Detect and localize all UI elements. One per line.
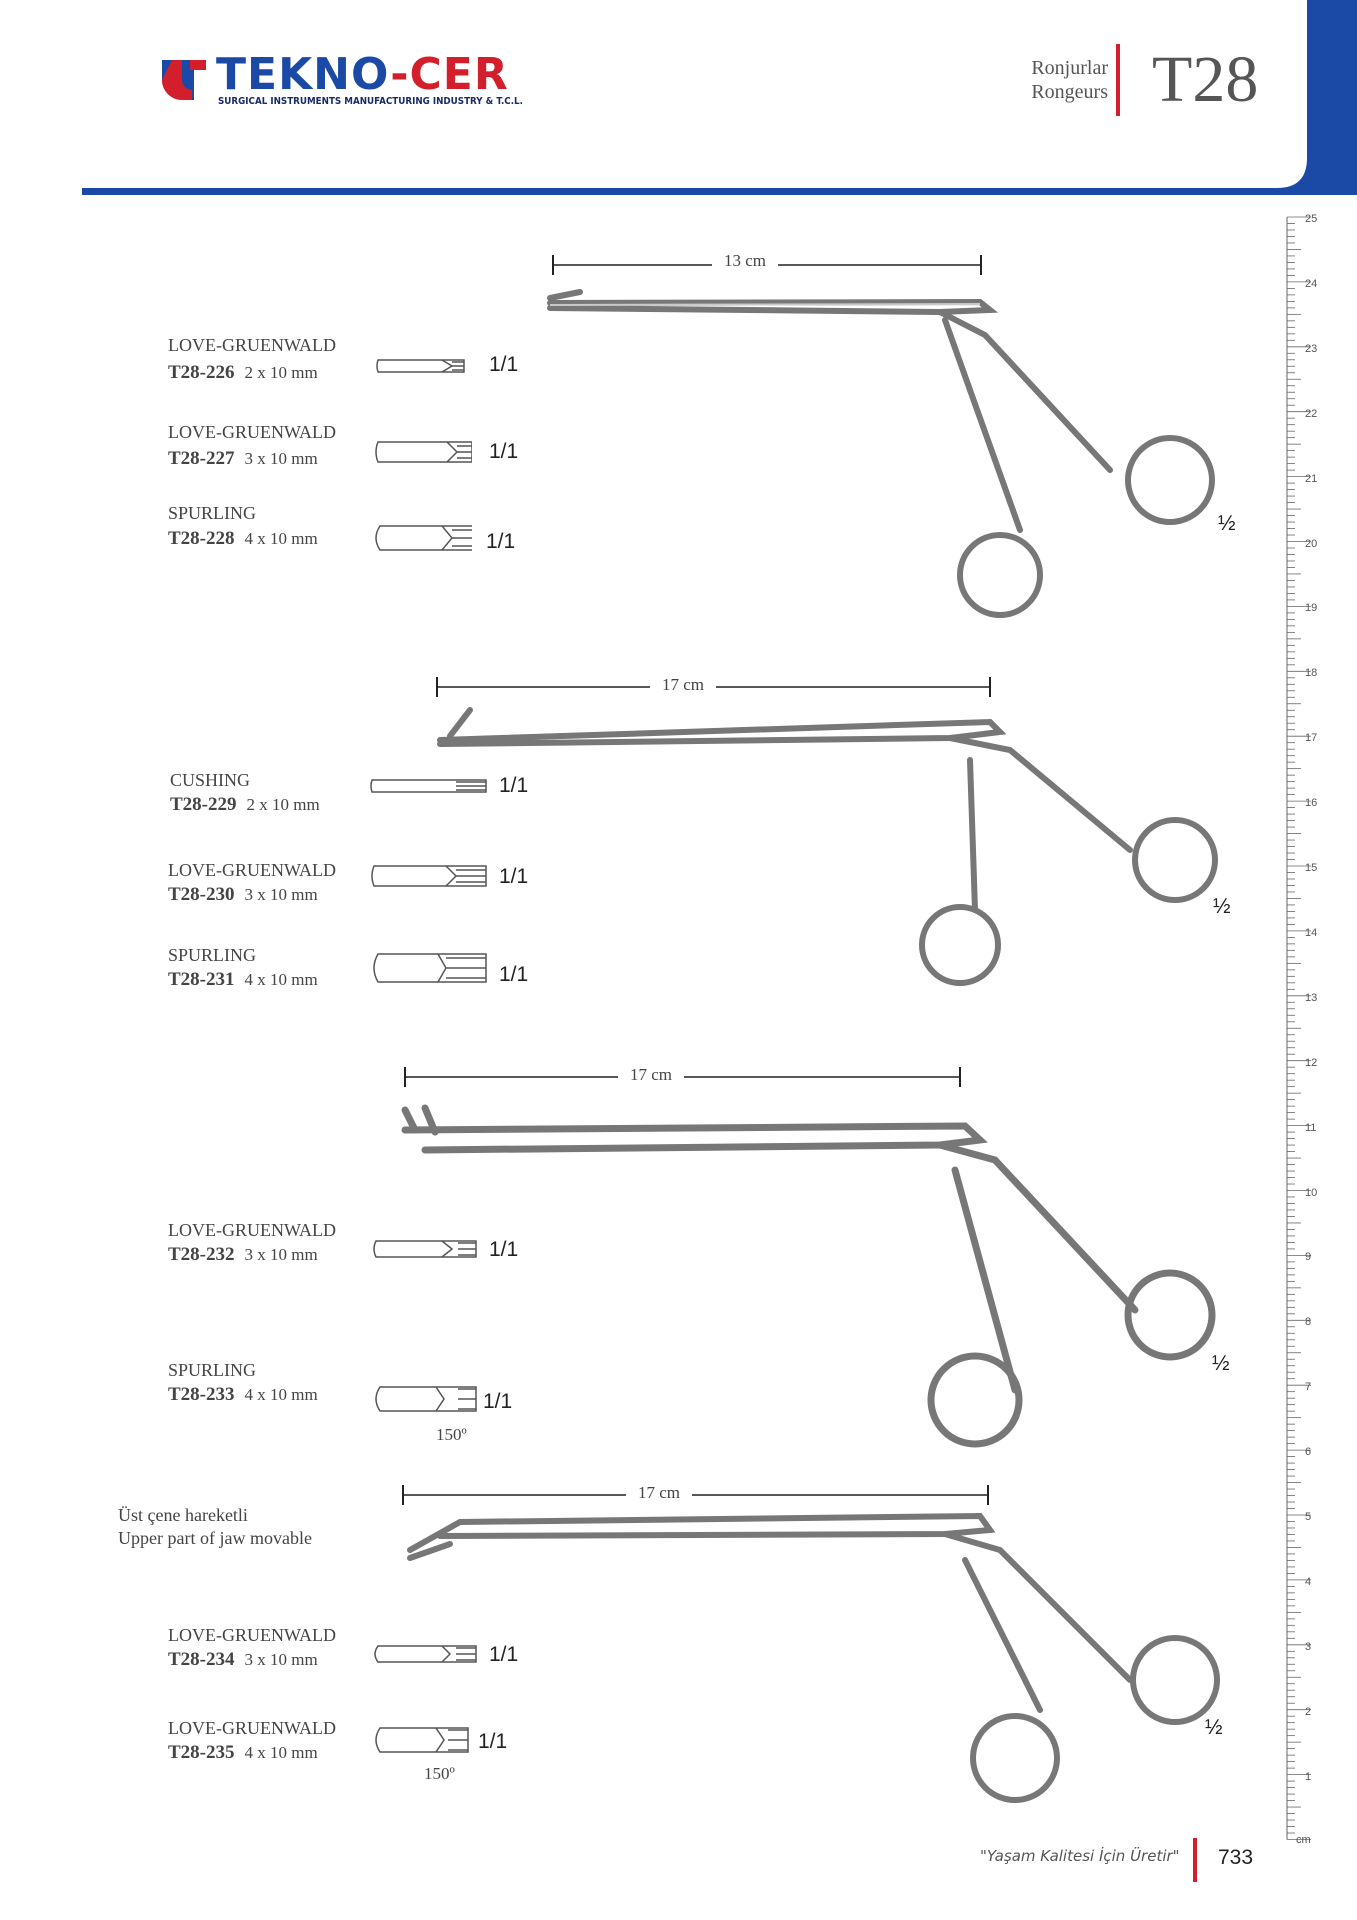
ruler-label: 24 — [1305, 277, 1318, 290]
scale-label: 1/1 — [478, 1730, 508, 1753]
product-name: LOVE-GRUENWALD — [168, 335, 336, 355]
product-code: T28-234 3 x 10 mm — [168, 1649, 318, 1670]
ruler-label: 12 — [1305, 1056, 1318, 1069]
ruler-label: 6 — [1305, 1446, 1312, 1459]
product-code: T28-232 3 x 10 mm — [168, 1244, 318, 1265]
product-code: T28-227 3 x 10 mm — [168, 448, 318, 469]
ruler-label: 3 — [1305, 1640, 1312, 1653]
ruler-label: 2 — [1305, 1705, 1312, 1718]
length-dimension-line — [400, 1062, 970, 1092]
ruler-label: 20 — [1305, 537, 1318, 550]
product-name: SPURLING — [168, 945, 257, 965]
page-number: 733 — [1218, 1846, 1254, 1869]
ruler-label: 19 — [1305, 602, 1318, 615]
product-code: T28-235 4 x 10 mm — [168, 1742, 318, 1763]
category-en: Rongeurs — [1031, 81, 1108, 103]
ruler-label: 18 — [1305, 667, 1318, 680]
brand-subtitle: SURGICAL INSTRUMENTS MANUFACTURING INDUSTRY & T.C.L. — [218, 96, 523, 107]
length-label: 13 cm — [712, 251, 778, 271]
category-title — [1000, 56, 1108, 104]
ruler-label: 16 — [1305, 797, 1318, 810]
scale-label: 1/1 — [499, 774, 529, 797]
section-code: T28 — [1152, 43, 1259, 116]
note-tr: Üst çene hareketli — [118, 1505, 248, 1525]
brand-name: TEKNO-CER — [216, 49, 509, 100]
scale-label: 1/1 — [483, 1390, 513, 1413]
scale-label: 1/1 — [489, 353, 519, 376]
cm-ruler — [1285, 213, 1335, 1843]
ruler-label: 14 — [1305, 926, 1318, 939]
scale-label: ½ — [1212, 1352, 1230, 1375]
ruler-label: 17 — [1305, 732, 1318, 745]
ruler-label: 8 — [1305, 1316, 1312, 1329]
product-code: T28-230 3 x 10 mm — [168, 884, 318, 905]
ruler-label: 1 — [1305, 1770, 1312, 1783]
product-name: LOVE-GRUENWALD — [168, 860, 336, 880]
scale-label: ½ — [1213, 895, 1231, 918]
ruler-scale — [1285, 213, 1335, 1843]
ruler-label: 23 — [1305, 342, 1318, 355]
length-label: 17 cm — [626, 1483, 692, 1503]
ruler-label: 5 — [1305, 1511, 1312, 1523]
length-dimension-line — [432, 672, 1002, 702]
jaw-note — [118, 1504, 312, 1550]
ruler-label: 21 — [1305, 472, 1318, 485]
rongeur-image — [540, 270, 1240, 640]
scale-label: 1/1 — [499, 963, 529, 986]
note-en: Upper part of jaw movable — [118, 1528, 312, 1548]
scale-label: ½ — [1218, 512, 1236, 535]
rongeur-image — [430, 700, 1230, 1000]
angle-label: 150º — [436, 1425, 467, 1444]
scale-label: 1/1 — [486, 530, 516, 553]
jaw-tip-icons — [372, 352, 472, 562]
product-name: LOVE-GRUENWALD — [168, 1625, 336, 1645]
product-name: SPURLING — [168, 503, 257, 523]
footer-divider — [1193, 1838, 1197, 1882]
scale-label: 1/1 — [499, 865, 529, 888]
scale-label: 1/1 — [489, 1238, 519, 1261]
scale-label: 1/1 — [489, 1643, 519, 1666]
ruler-label: 11 — [1305, 1121, 1317, 1134]
scale-label: 1/1 — [489, 440, 519, 463]
product-name: CUSHING — [170, 770, 251, 790]
ruler-label: 10 — [1305, 1186, 1318, 1199]
product-name: SPURLING — [168, 1360, 257, 1380]
ruler-label: 4 — [1305, 1575, 1312, 1588]
ruler-label: 7 — [1305, 1381, 1312, 1394]
header-divider — [1116, 44, 1120, 116]
rongeur-image — [395, 1090, 1225, 1460]
product-code: T28-231 4 x 10 mm — [168, 969, 318, 990]
ruler-label: 22 — [1305, 407, 1318, 420]
logo-mark-icon — [160, 56, 208, 104]
product-code: T28-228 4 x 10 mm — [168, 528, 318, 549]
footer-tagline: "Yaşam Kalitesi İçin Üretir" — [980, 1847, 1180, 1865]
ruler-label: 9 — [1305, 1251, 1312, 1264]
ruler-label: 25 — [1305, 213, 1318, 225]
scale-label: ½ — [1205, 1716, 1223, 1739]
brand-logo — [160, 49, 523, 112]
length-label: 17 cm — [618, 1065, 684, 1085]
ruler-label: 13 — [1305, 991, 1318, 1004]
length-label: 17 cm — [650, 675, 716, 695]
product-name: LOVE-GRUENWALD — [168, 1220, 336, 1240]
product-name: LOVE-GRUENWALD — [168, 1718, 336, 1738]
product-name: LOVE-GRUENWALD — [168, 422, 336, 442]
angle-label: 150º — [424, 1764, 455, 1783]
rongeur-image — [400, 1500, 1220, 1810]
ruler-unit: cm — [1296, 1834, 1311, 1846]
ruler-label: 15 — [1305, 862, 1318, 874]
category-tr: Ronjurlar — [1031, 57, 1108, 79]
product-code: T28-233 4 x 10 mm — [168, 1384, 318, 1405]
product-code: T28-226 2 x 10 mm — [168, 362, 318, 383]
product-code: T28-229 2 x 10 mm — [170, 794, 320, 815]
